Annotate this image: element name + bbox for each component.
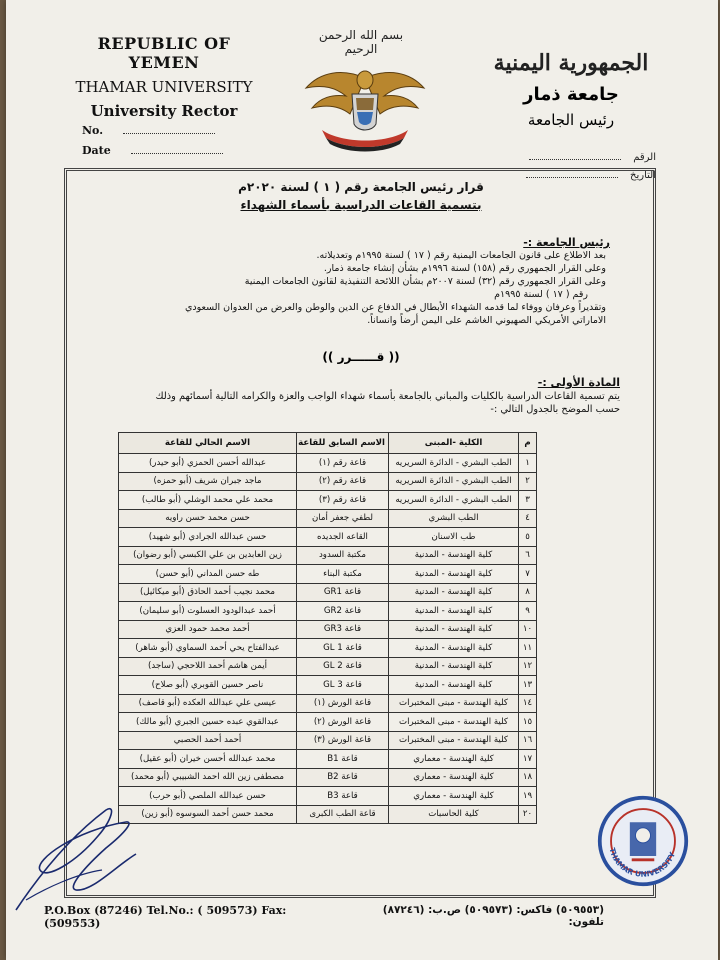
cell-number: ٦: [519, 546, 537, 565]
table-row: [119, 768, 537, 787]
table-row: [119, 657, 537, 676]
cell-number: ٤: [519, 509, 537, 528]
cell-current-name: أيمن هاشم أحمد اللاحجي (ساجد): [119, 657, 297, 676]
preamble-line: وعلى القرار الجمهوري رقم (٣٢) لسنة ٢٠٠٧م بشأن اللائحة التنفيذية لقانون الجامعات اليمنية: [244, 276, 606, 287]
cell-current-name: عبدالله أحسن الحمزي (أبو حيدر): [119, 454, 297, 473]
cell-number: ١٠: [519, 620, 537, 639]
cell-previous-name: مكتبة البناء: [297, 565, 389, 584]
decided-heading: (( قــــــرر )): [322, 350, 400, 364]
cell-previous-name: قاعة GR2: [297, 602, 389, 621]
table-row: [119, 509, 537, 528]
cell-current-name: أحمد عبدالودود العسلوت (أبو سليمان): [119, 602, 297, 621]
article-line: حسب الموضح بالجدول التالي :-: [490, 404, 620, 415]
cell-previous-name: قاعة GL 1: [297, 639, 389, 658]
cell-previous-name: قاعة رقم (٢): [297, 472, 389, 491]
arabic-rector: رئيس الجامعة: [527, 111, 615, 129]
cell-number: ٢٠: [519, 805, 537, 824]
column-header-current-name: الاسم الحالي للقاعة: [119, 433, 297, 454]
cell-previous-name: لطفي جعفر أمان: [297, 509, 389, 528]
cell-college: كلية الهندسة - المدنية: [389, 620, 519, 639]
column-header-number: م: [519, 433, 537, 454]
document-page: [6, 0, 718, 960]
cell-current-name: ناصر حسين القوبري (أبو صلاح): [119, 676, 297, 695]
table-row: [119, 546, 537, 565]
cell-current-name: محمد عبدالله أحسن خيران (أبو عقيل): [119, 750, 297, 769]
no-line: [123, 133, 215, 134]
cell-previous-name: قاعة رقم (٣): [297, 491, 389, 510]
cell-previous-name: قاعة رقم (١): [297, 454, 389, 473]
halls-table: [118, 432, 537, 824]
footer: [44, 904, 604, 930]
rector-heading: رئيس الجامعة :-: [523, 236, 610, 249]
cell-number: ١٧: [519, 750, 537, 769]
cell-current-name: ماجد جبران شريف (أبو حمزه): [119, 472, 297, 491]
preamble-line: وعلى القرار الجمهوري رقم (١٥٨) لسنة ١٩٩٦م بشأن إنشاء جامعة ذمار.: [323, 263, 606, 274]
cell-current-name: أحمد محمد حمود العزي: [119, 620, 297, 639]
english-date-field: [82, 144, 223, 157]
english-date-label: Date: [82, 144, 111, 157]
date-line: [131, 153, 223, 154]
table-header: [119, 433, 537, 454]
cell-current-name: عبدالفتاح يحي أحمد السماوي (أبو شاهر): [119, 639, 297, 658]
decision-title: قرار رئيس الجامعة رقم ( ١ ) لسنة ٢٠٢٠م: [238, 180, 484, 194]
article-text: [110, 390, 620, 416]
decision-subtitle: بتسمية القاعات الدراسية بأسماء الشهداء: [240, 198, 482, 212]
table-row: [119, 565, 537, 584]
column-header-previous-name: الاسم السابق للقاعة: [297, 433, 389, 454]
cell-current-name: محمد نجيب أحمد الحاذق (أبو ميكائيل): [119, 583, 297, 602]
cell-number: ١٣: [519, 676, 537, 695]
cell-college: كلية الهندسة - معماري: [389, 768, 519, 787]
cell-previous-name: قاعة الورش (٣): [297, 731, 389, 750]
cell-college: كلية الهندسة - مبنى المختبرات: [389, 713, 519, 732]
table-row: [119, 731, 537, 750]
cell-college: كلية الهندسة - المدنية: [389, 657, 519, 676]
arabic-no-label: الرقم: [633, 152, 656, 163]
cell-college: كلية الهندسة - المدنية: [389, 583, 519, 602]
english-no-label: No.: [82, 124, 104, 137]
cell-college: كلية الهندسة - معماري: [389, 787, 519, 806]
table-row: [119, 787, 537, 806]
english-university: THAMAR UNIVERSITY: [75, 78, 253, 96]
column-header-college: الكلية -المبنى: [389, 433, 519, 454]
cell-college: كلية الهندسة - معماري: [389, 750, 519, 769]
cell-number: ٨: [519, 583, 537, 602]
cell-current-name: طه حسن المداني (أبو حسن): [119, 565, 297, 584]
cell-current-name: محمد حسن أحمد السوسوه (أبو زين): [119, 805, 297, 824]
cell-current-name: مصطفى زين الله احمد الشبيبي (أبو محمد): [119, 768, 297, 787]
cell-current-name: حسن عبدالله الجرادي (أبو شهيد): [119, 528, 297, 547]
cell-current-name: أحمد أحمد الحصبي: [119, 731, 297, 750]
table-row: [119, 583, 537, 602]
cell-number: ١٦: [519, 731, 537, 750]
cell-number: ٧: [519, 565, 537, 584]
cell-college: كلية الهندسة - مبنى المختبرات: [389, 694, 519, 713]
table-row: [119, 602, 537, 621]
eagle-emblem-icon: [302, 58, 428, 154]
cell-college: الطب البشري - الدائرة السريريه: [389, 454, 519, 473]
cell-previous-name: قاعة GL 2: [297, 657, 389, 676]
cell-previous-name: قاعة B3: [297, 787, 389, 806]
cell-college: الطب البشري - الدائرة السريريه: [389, 491, 519, 510]
cell-previous-name: قاعة B2: [297, 768, 389, 787]
english-country: REPUBLIC OF YEMEN: [97, 34, 231, 72]
table-row: [119, 491, 537, 510]
cell-previous-name: قاعة الورش (١): [297, 694, 389, 713]
table-body: [119, 454, 537, 824]
cell-current-name: حسن محمد حسن راويه: [119, 509, 297, 528]
english-rector: University Rector: [90, 102, 238, 120]
arabic-letterhead: [486, 50, 656, 129]
table-row: [119, 676, 537, 695]
arabic-university: جامعة ذمار: [523, 84, 619, 105]
cell-college: كلية الهندسة - المدنية: [389, 565, 519, 584]
cell-current-name: عيسى علي عبدالله العكده (أبو قاصف): [119, 694, 297, 713]
cell-previous-name: قاعة الطب الكبرى: [297, 805, 389, 824]
footer-arabic: (٥٠٩٥٥٣) فاكس: (٥٠٩٥٧٣) ص.ب: (٨٧٢٤٦) تلفون:: [382, 904, 604, 928]
cell-number: ٢: [519, 472, 537, 491]
arabic-no-field: [529, 152, 656, 163]
cell-number: ١: [519, 454, 537, 473]
article-heading: المادة الأولى :-: [537, 376, 620, 389]
cell-college: كلية الهندسة - المدنية: [389, 676, 519, 695]
cell-current-name: عبدالقوي عبده حسين الجبري (أبو مالك): [119, 713, 297, 732]
cell-previous-name: قاعة الورش (٢): [297, 713, 389, 732]
cell-number: ١٨: [519, 768, 537, 787]
cell-previous-name: قاعة B1: [297, 750, 389, 769]
table-row: [119, 454, 537, 473]
preamble-line: بعد الاطلاع على قانون الجامعات اليمنية رقم ( ١٧ ) لسنة ١٩٩٥م وتعديلاته.: [316, 250, 606, 261]
cell-number: ١٢: [519, 657, 537, 676]
table-row: [119, 620, 537, 639]
cell-current-name: حسن عبدالله الملصي (أبو حرب): [119, 787, 297, 806]
english-no-field: [82, 124, 215, 137]
signature-icon: [6, 770, 156, 920]
cell-college: الطب البشري: [389, 509, 519, 528]
cell-current-name: محمد علي محمد الوشلي (أبو طالب): [119, 491, 297, 510]
cell-number: ٩: [519, 602, 537, 621]
ar-no-line: [529, 159, 621, 160]
cell-number: ١٥: [519, 713, 537, 732]
basmala: بسم الله الرحمن الرحيم: [318, 28, 404, 56]
cell-college: الطب البشري - الدائرة السريريه: [389, 472, 519, 491]
table-row: [119, 639, 537, 658]
english-letterhead: [64, 34, 264, 120]
seal-text: THAMAR UNIVERSITY: [607, 846, 678, 879]
footer-english: P.O.Box (87246) Tel.No.: ( 509573) Fax: (509553): [44, 904, 287, 930]
table-row: [119, 805, 537, 824]
arabic-date-label: التاريخ: [630, 170, 656, 181]
cell-previous-name: قاعة GL 3: [297, 676, 389, 695]
cell-college: كلية الهندسة - المدنية: [389, 639, 519, 658]
cell-current-name: زين العابدين بن علي الكبسي (أبو رضوان): [119, 546, 297, 565]
cell-college: طب الاسنان: [389, 528, 519, 547]
article-line: يتم تسمية القاعات الدراسية بالكليات والمباني بالجامعة بأسماء شهداء الواجب والعزة والكرامه التالية أسمائهم وذلك: [155, 391, 620, 402]
cell-previous-name: قاعة GR1: [297, 583, 389, 602]
cell-college: كلية الهندسة - المدنية: [389, 602, 519, 621]
cell-number: ٥: [519, 528, 537, 547]
table-row: [119, 694, 537, 713]
cell-college: كلية الهندسة - مبنى المختبرات: [389, 731, 519, 750]
table-row: [119, 750, 537, 769]
preamble-line: رقم ( ١٧ ) لسنة ١٩٩٥م: [494, 289, 588, 300]
cell-previous-name: القاعه الجديده: [297, 528, 389, 547]
table-row: [119, 713, 537, 732]
cell-college: كلية الحاسبات: [389, 805, 519, 824]
arabic-country: الجمهورية اليمنية: [493, 50, 649, 76]
cell-number: ١١: [519, 639, 537, 658]
table-row: [119, 472, 537, 491]
cell-number: ٣: [519, 491, 537, 510]
cell-college: كلية الهندسة - المدنية: [389, 546, 519, 565]
preamble-line: الاماراتي الأمريكي الصهيوني الغاشم على اليمن أرضاً وانساناً.: [367, 315, 606, 326]
cell-previous-name: قاعة GR3: [297, 620, 389, 639]
preamble-line: وتقديراً وعرفان ووفاء لما قدمه الشهداء الأبطال في الدفاع عن الدين والوطن والعرض من العدوان السعودي: [184, 302, 606, 313]
university-seal-icon: [596, 794, 690, 888]
table-row: [119, 528, 537, 547]
cell-number: ١٩: [519, 787, 537, 806]
cell-previous-name: مكتبة السدود: [297, 546, 389, 565]
cell-number: ١٤: [519, 694, 537, 713]
